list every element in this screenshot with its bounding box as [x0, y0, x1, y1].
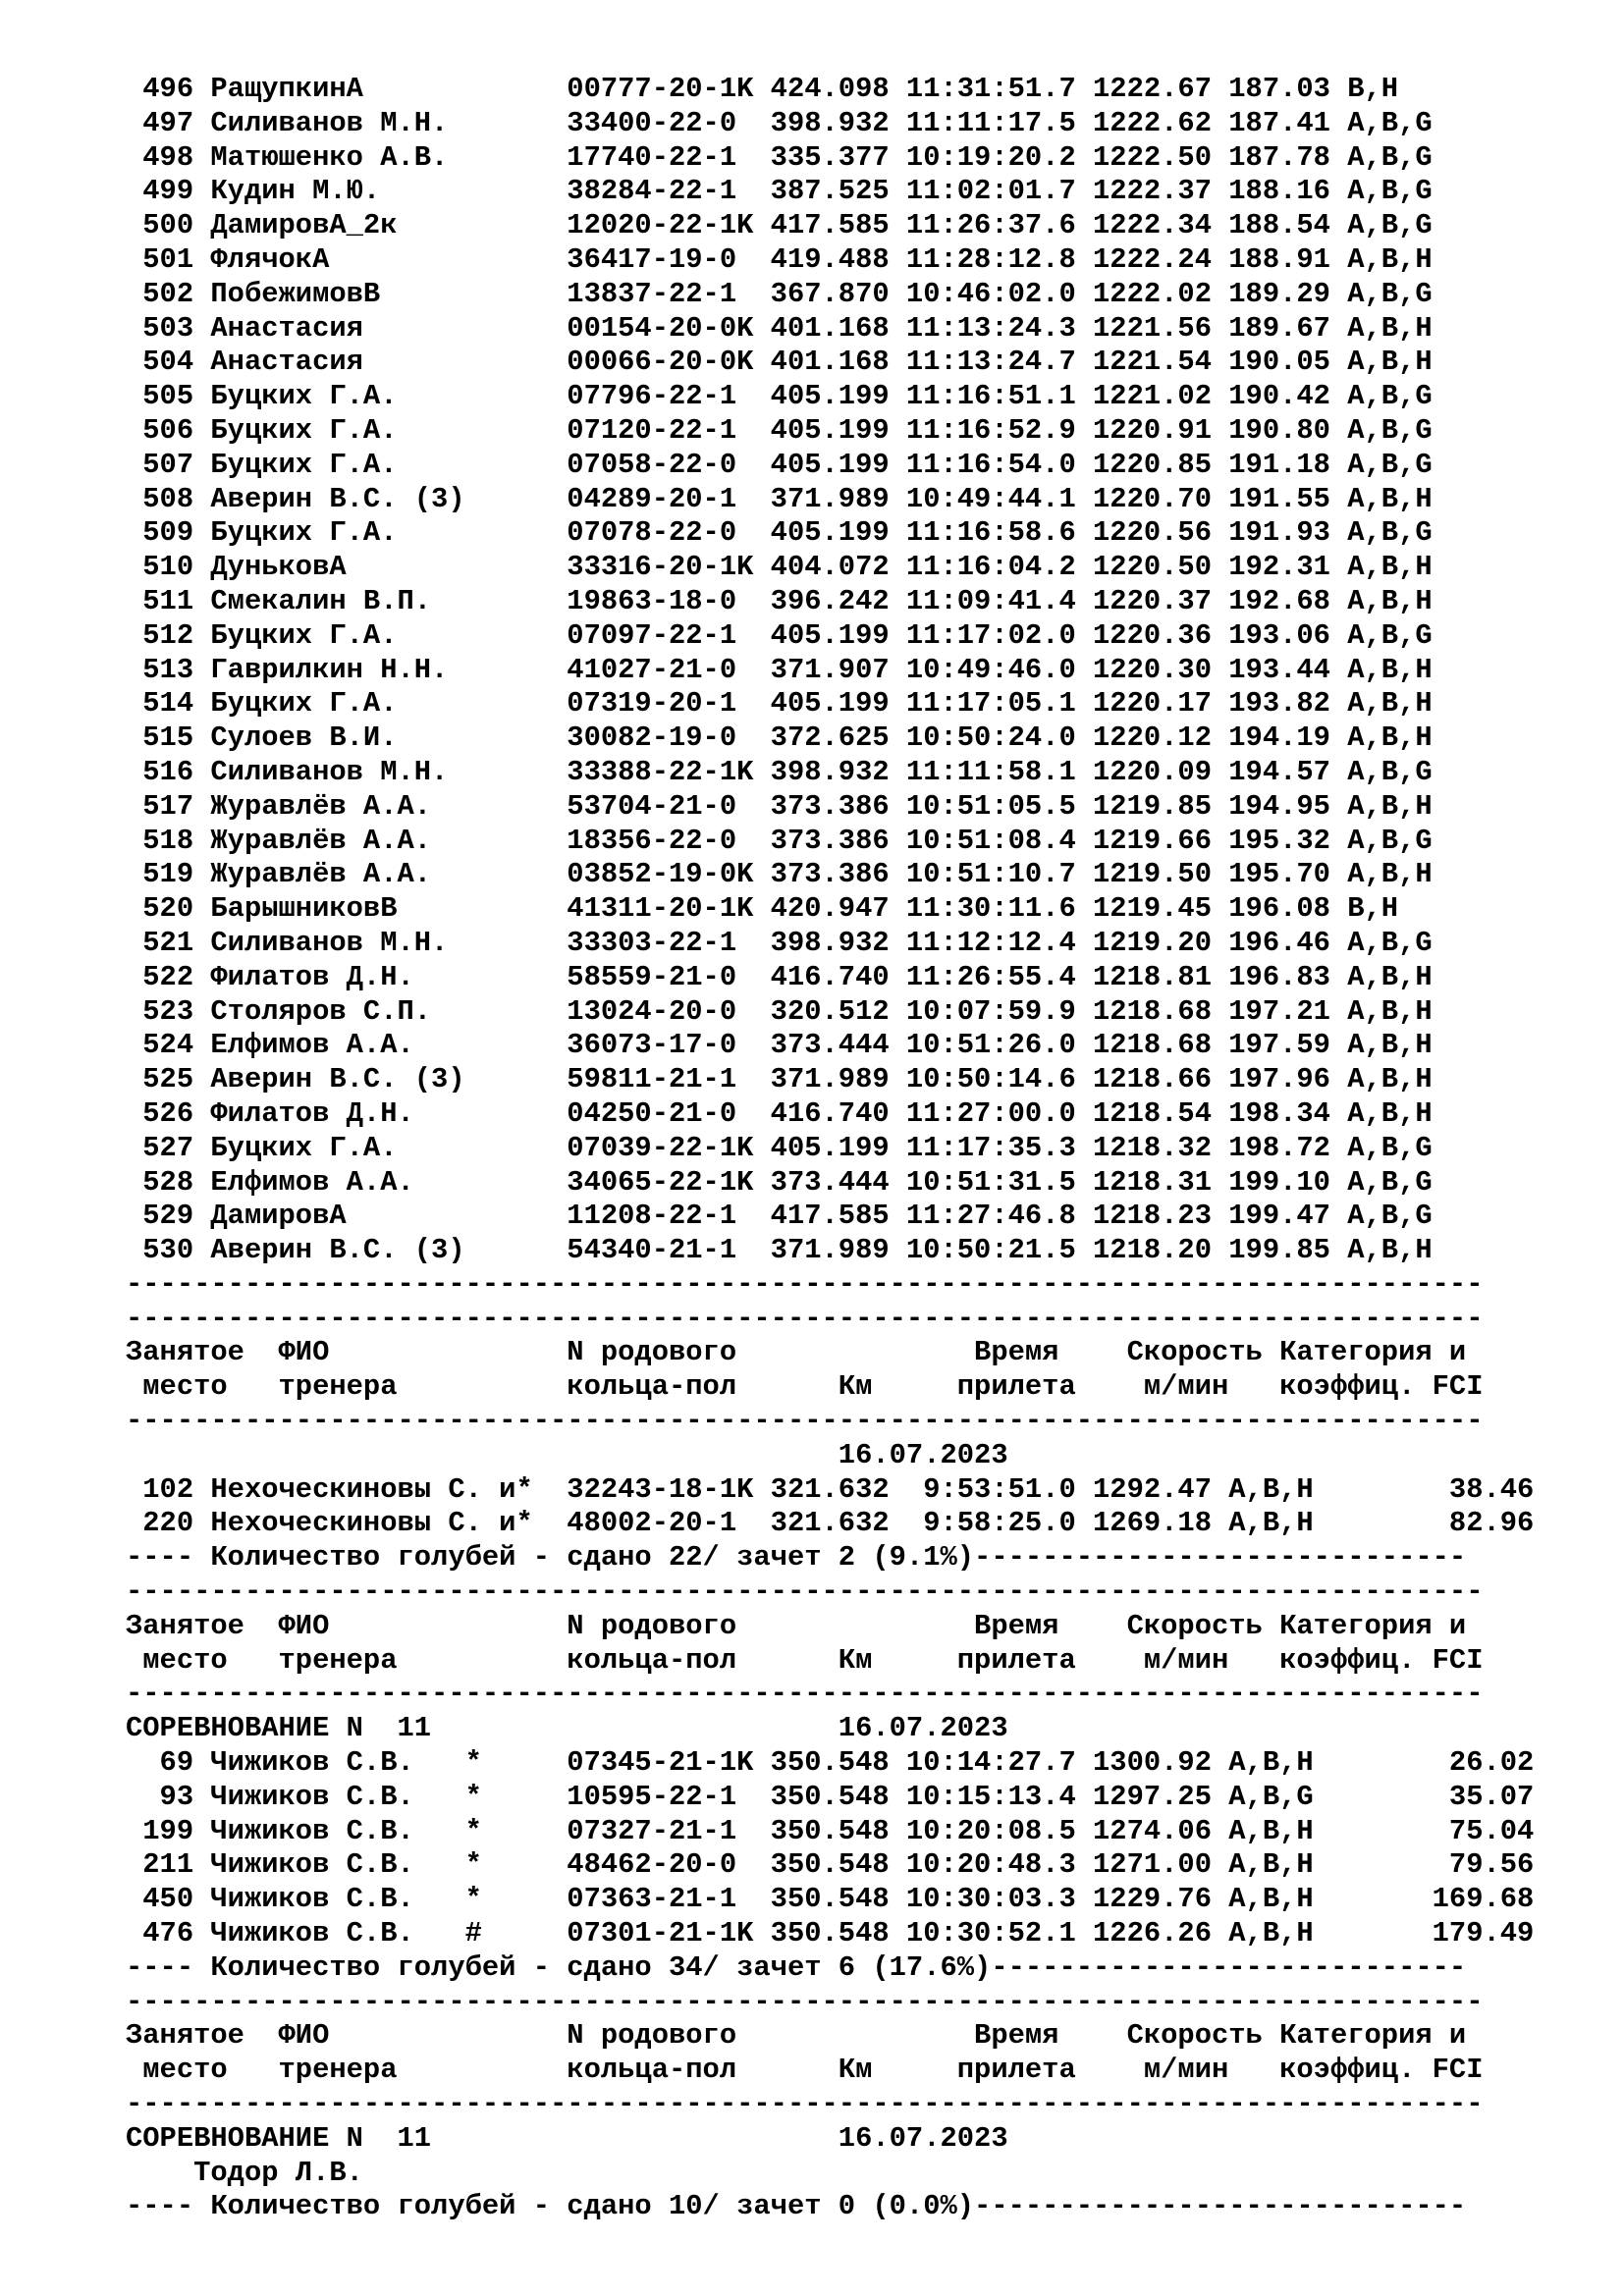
separator: -------------------------------------------------------------------------------- [126, 1985, 1484, 2018]
result-row: 530 Аверин В.С. (3) 54340-21-1 371.989 10:50:21.5 1218.20 199.85 A,B,H [126, 1234, 1433, 1267]
result-row: 510 ДуньковА 33316-20-1K 404.072 11:16:04.2 1220.50 192.31 A,B,H [126, 551, 1433, 584]
section-row: 69 Чижиков С.В. * 07345-21-1K 350.548 10:14:27.7 1300.92 A,B,H 26.02 [126, 1746, 1535, 1780]
result-row: 501 ФлячокА 36417-19-0 419.488 11:28:12.8 1222.24 188.91 A,B,H [126, 242, 1433, 276]
separator: -------------------------------------------------------------------------------- [126, 1302, 1484, 1335]
result-row: 498 Матюшенко А.В. 17740-22-1 335.377 10:19:20.2 1222.50 187.78 A,B,G [126, 140, 1433, 174]
separator: -------------------------------------------------------------------------------- [126, 1267, 1484, 1301]
result-row: 521 Силиванов М.Н. 33303-22-1 398.932 11:12:12.4 1219.20 196.46 A,B,G [126, 926, 1433, 959]
result-row: 506 Буцких Г.А. 07120-22-1 405.199 11:16:52.9 1220.91 190.80 A,B,G [126, 413, 1433, 447]
column-header: место тренера кольца-пол Км прилета м/мин коэффиц. FCI [126, 1370, 1484, 1404]
result-row: 504 Анастасия 00066-20-0K 401.168 11:13:24.7 1221.54 190.05 A,B,H [126, 346, 1433, 379]
result-row: 517 Журавлёв А.А. 53704-21-0 373.386 10:51:05.5 1219.85 194.95 A,B,H [126, 789, 1433, 823]
section-row: 102 Нехоческиновы С. и* 32243-18-1K 321.632 9:53:51.0 1292.47 A,B,H 38.46 [126, 1472, 1535, 1506]
section-row: 199 Чижиков С.В. * 07327-21-1 350.548 10:20:08.5 1274.06 A,B,H 75.04 [126, 1814, 1535, 1847]
section-summary: ---- Количество голубей - сдано 34/ зачет 6 (17.6%)---------------------------- [126, 1950, 1467, 1984]
result-row: 524 Елфимов А.А. 36073-17-0 373.444 10:51:26.0 1218.68 197.59 A,B,H [126, 1029, 1433, 1062]
result-row: 520 БарышниковВ 41311-20-1K 420.947 11:30:11.6 1219.45 196.08 B,H [126, 892, 1399, 926]
result-row: 512 Буцких Г.А. 07097-22-1 405.199 11:17:02.0 1220.36 193.06 A,B,G [126, 618, 1433, 652]
result-row: 518 Журавлёв А.А. 18356-22-0 373.386 10:51:08.4 1219.66 195.32 A,B,G [126, 824, 1433, 857]
result-row: 507 Буцких Г.А. 07058-22-0 405.199 11:16:54.0 1220.85 191.18 A,B,G [126, 448, 1433, 481]
result-row: 526 Филатов Д.Н. 04250-21-0 416.740 11:27:00.0 1218.54 198.34 A,B,H [126, 1096, 1433, 1130]
result-row: 525 Аверин В.С. (3) 59811-21-1 371.989 10:50:14.6 1218.66 197.96 A,B,H [126, 1063, 1433, 1096]
separator: -------------------------------------------------------------------------------- [126, 1678, 1484, 1711]
result-row: 523 Столяров С.П. 13024-20-0 320.512 10:07:59.9 1218.68 197.21 A,B,H [126, 994, 1433, 1028]
column-header: Занятое ФИО N родового Время Скорость Категория и [126, 1609, 1467, 1642]
section-row: 220 Нехоческиновы С. и* 48002-20-1 321.632 9:58:25.0 1269.18 A,B,H 82.96 [126, 1507, 1535, 1540]
result-row: 503 Анастасия 00154-20-0K 401.168 11:13:24.3 1221.56 189.67 A,B,H [126, 311, 1433, 345]
result-row: 496 РащупкинА 00777-20-1K 424.098 11:31:51.7 1222.67 187.03 B,H [126, 73, 1399, 105]
result-row: 527 Буцких Г.А. 07039-22-1K 405.199 11:17:35.3 1218.32 198.72 A,B,G [126, 1131, 1433, 1164]
column-header: место тренера кольца-пол Км прилета м/мин коэффиц. FCI [126, 1643, 1484, 1677]
result-row: 513 Гаврилкин Н.Н. 41027-21-0 371.907 10:49:46.0 1220.30 193.44 A,B,H [126, 653, 1433, 686]
separator: -------------------------------------------------------------------------------- [126, 1405, 1484, 1438]
result-row: 509 Буцких Г.А. 07078-22-0 405.199 11:16:58.6 1220.56 191.93 A,B,G [126, 516, 1433, 550]
result-row: 529 ДамировА 11208-22-1 417.585 11:27:46.8 1218.23 199.47 A,B,G [126, 1200, 1433, 1233]
section-row: 93 Чижиков С.В. * 10595-22-1 350.548 10:15:13.4 1297.25 A,B,G 35.07 [126, 1780, 1535, 1813]
section-row: 211 Чижиков С.В. * 48462-20-0 350.548 10:20:48.3 1271.00 A,B,H 79.56 [126, 1848, 1535, 1882]
result-row: 516 Силиванов М.Н. 33388-22-1K 398.932 11:11:58.1 1220.09 194.57 A,B,G [126, 755, 1433, 788]
section-row: 476 Чижиков С.В. # 07301-21-1K 350.548 10:30:52.1 1226.26 A,B,H 179.49 [126, 1917, 1535, 1950]
result-row: 514 Буцких Г.А. 07319-20-1 405.199 11:17:05.1 1220.17 193.82 A,B,H [126, 687, 1433, 721]
result-row: 519 Журавлёв А.А. 03852-19-0K 373.386 10:51:10.7 1219.50 195.70 A,B,H [126, 858, 1433, 891]
result-row: 500 ДамировА_2к 12020-22-1K 417.585 11:26:37.6 1222.34 188.54 A,B,G [126, 209, 1433, 242]
section-summary: ---- Количество голубей - сдано 22/ зачет 2 (9.1%)----------------------------- [126, 1541, 1467, 1575]
result-row: 528 Елфимов А.А. 34065-22-1K 373.444 10:51:31.5 1218.31 199.10 A,B,G [126, 1165, 1433, 1199]
section-row: 450 Чижиков С.В. * 07363-21-1 350.548 10:30:03.3 1229.76 A,B,H 169.68 [126, 1883, 1535, 1916]
section-summary: ---- Количество голубей - сдано 10/ зачет 0 (0.0%)----------------------------- [126, 2190, 1467, 2223]
separator: -------------------------------------------------------------------------------- [126, 1575, 1484, 1609]
section-title: СОРЕВНОВАНИЕ N 11 16.07.2023 [126, 1712, 1008, 1745]
section-title: 16.07.2023 [126, 1438, 1008, 1471]
result-row: 505 Буцких Г.А. 07796-22-1 405.199 11:16:51.1 1221.02 190.42 A,B,G [126, 380, 1433, 413]
result-row: 522 Филатов Д.Н. 58559-21-0 416.740 11:26:55.4 1218.81 196.83 A,B,H [126, 960, 1433, 993]
result-row: 515 Сулоев В.И. 30082-19-0 372.625 10:50:24.0 1220.12 194.19 A,B,H [126, 721, 1433, 755]
column-header: Занятое ФИО N родового Время Скорость Категория и [126, 1336, 1467, 1369]
result-row: 497 Силиванов М.Н. 33400-22-0 398.932 11:11:17.5 1222.62 187.41 A,B,G [126, 106, 1433, 139]
column-header: Занятое ФИО N родового Время Скорость Категория и [126, 2019, 1467, 2053]
result-row: 499 Кудин М.Ю. 38284-22-1 387.525 11:02:01.7 1222.37 188.16 A,B,G [126, 175, 1433, 208]
result-row: 508 Аверин В.С. (3) 04289-20-1 371.989 10:49:44.1 1220.70 191.55 A,B,H [126, 482, 1433, 515]
section-title: СОРЕВНОВАНИЕ N 11 16.07.2023 [126, 2121, 1008, 2155]
section-note: Тодор Л.В. [126, 2156, 363, 2189]
result-row: 511 Смекалин В.П. 19863-18-0 396.242 11:09:41.4 1220.37 192.68 A,B,H [126, 584, 1433, 617]
result-row: 502 ПобежимовВ 13837-22-1 367.870 10:46:02.0 1222.02 189.29 A,B,G [126, 277, 1433, 310]
column-header: место тренера кольца-пол Км прилета м/мин коэффиц. FCI [126, 2054, 1484, 2087]
separator: -------------------------------------------------------------------------------- [126, 2088, 1484, 2121]
